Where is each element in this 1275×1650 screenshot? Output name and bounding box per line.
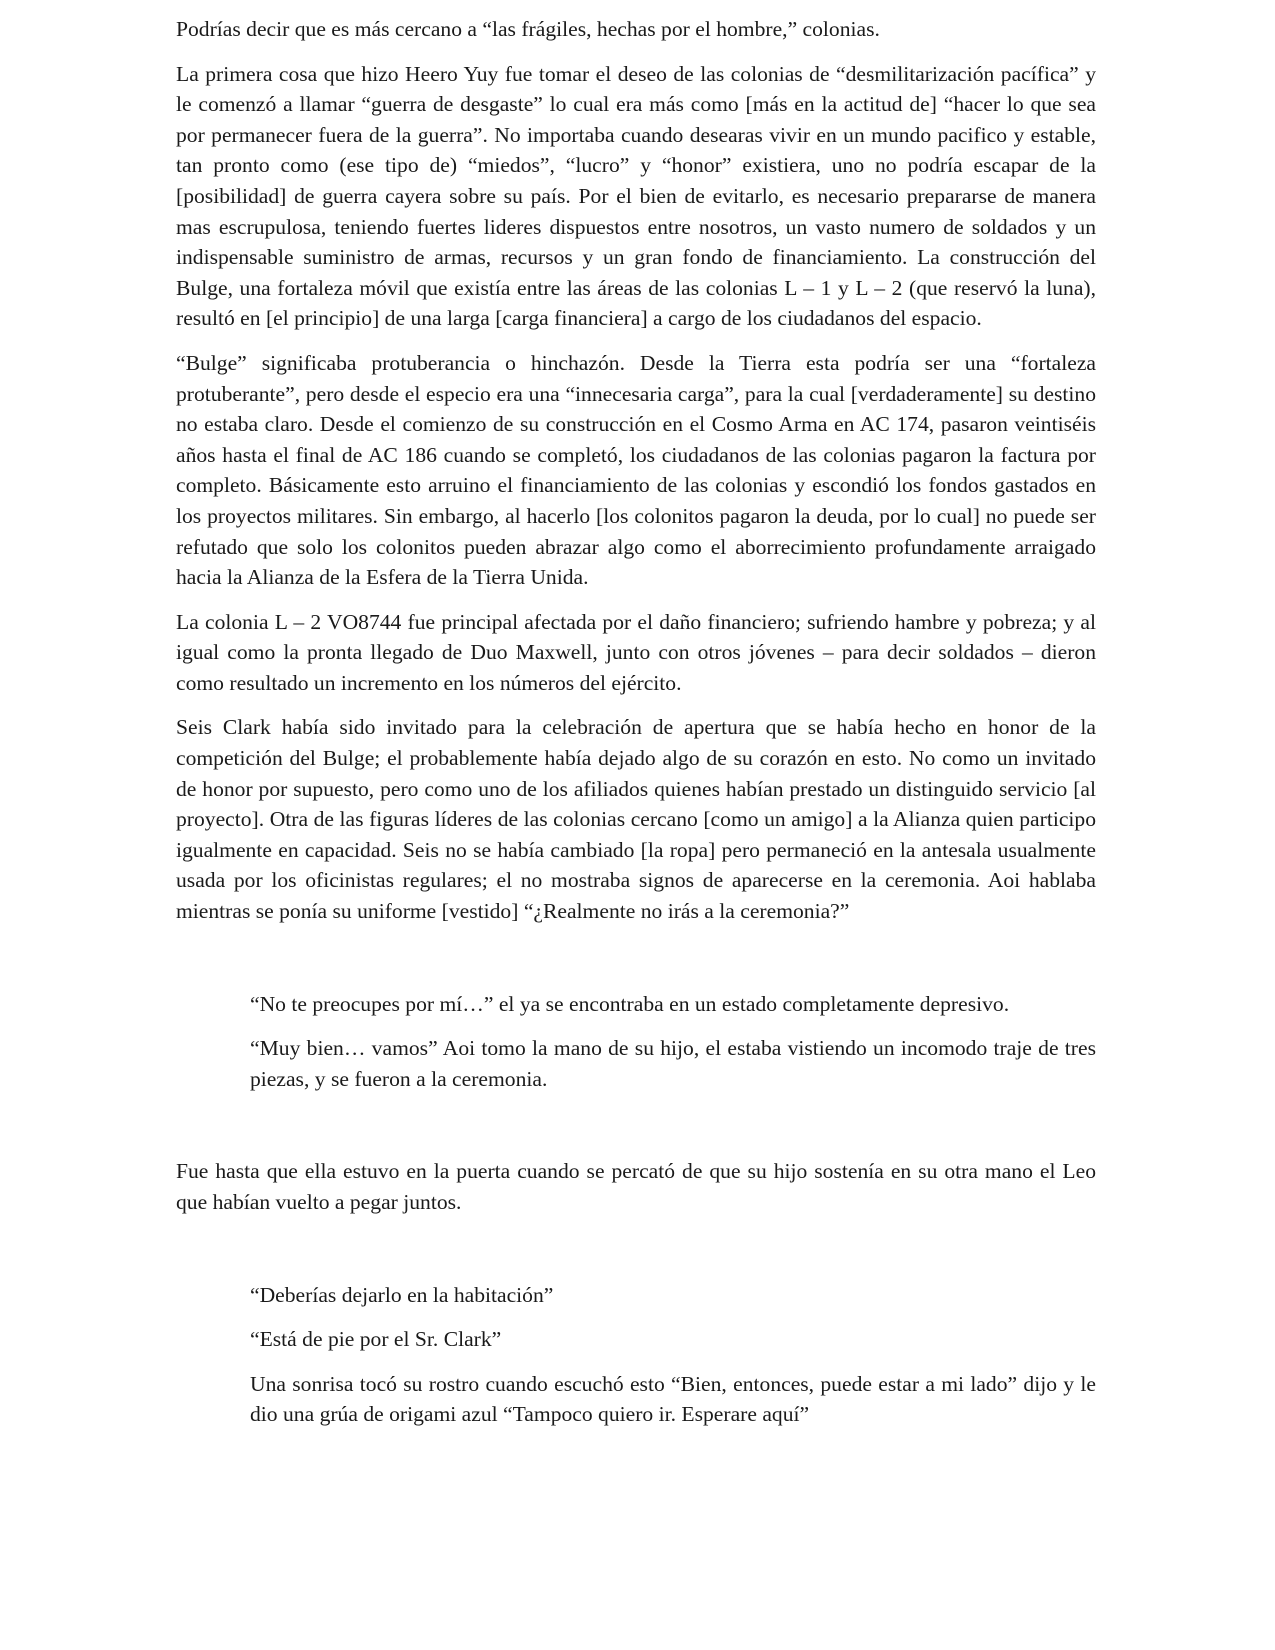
paragraph: Seis Clark había sido invitado para la celebración de apertura que se había hecho en honor de la competición del Bulge; el probablemente había dejado algo de su corazón en esto. No como un invitado de honor por supuesto, pero como uno de los afiliados quienes habían prestado un distinguido servicio [al proyecto]. Otra de las figuras líderes de las colonias cercano [como un amigo] a la Alianza quien participo igualmente en capacidad. Seis no se había cambiado [la ropa] pero permaneció en la antesala usualmente usada por los oficinistas regulares; el no mostraba signos de aparecerse en la ceremonia. Aoi hablaba mientras se ponía su uniforme [vestido] “¿Realmente no irás a la ceremonia?” xyxy=(176,715,1096,924)
paragraph: Fue hasta que ella estuvo en la puerta cuando se percató de que su hijo sostenía en su otra mano el Leo que habían vuelto a pegar juntos. xyxy=(176,1159,1096,1214)
section-spacer xyxy=(176,1108,1096,1156)
dialogue-line: “Muy bien… vamos” Aoi tomo la mano de su hijo, el estaba vistiendo un incomodo traje de tres piezas, y se fueron a la ceremonia. xyxy=(250,1036,1096,1091)
section-spacer xyxy=(176,1232,1096,1280)
document-page xyxy=(176,14,1096,1444)
paragraph: Podrías decir que es más cercano a “las frágiles, hechas por el hombre,” colonias. xyxy=(176,17,880,41)
paragraph: La primera cosa que hizo Heero Yuy fue tomar el deseo de las colonias de “desmilitarización pacífica” y le comenzó a llamar “guerra de desgaste” lo cual era más como [más en la actitud de] “hacer lo que sea por permanecer fuera de la guerra”. No importaba cuando desearas vivir en un mundo pacifico y estable, tan pronto como (ese tipo de) “miedos”, “lucro” y “honor” existiera, uno no podría escapar de la [posibilidad] de guerra cayera sobre su país. Por el bien de evitarlo, es necesario prepararse de manera mas escrupulosa, teniendo fuertes lideres dispuestos entre nosotros, un vasto numero de soldados y un indispensable suministro de armas, recursos y un gran fondo de financiamiento. La construcción del Bulge, una fortaleza móvil que existía entre las áreas de las colonias L – 1 y L – 2 (que reservó la luna), resultó en [el principio] de una larga [carga financiera] a cargo de los ciudadanos del espacio. xyxy=(176,61,1096,331)
dialogue-line: “No te preocupes por mí…” el ya se encontraba en un estado completamente depresivo. xyxy=(250,991,1010,1016)
dialogue-line: “Está de pie por el Sr. Clark” xyxy=(250,1327,502,1352)
paragraph: “Bulge” significaba protuberancia o hinchazón. Desde la Tierra esta podría ser una “fortaleza protuberante”, pero desde el especio era una “innecesaria carga”, para la cual [verdaderamente] su destino no estaba claro. Desde el comienzo de su construcción en el Cosmo Arma en AC 174, pasaron veintiséis años hasta el final de AC 186 cuando se completó, los ciudadanos de las colonias pagaron la factura por completo. Básicamente esto arruino el financiamiento de las colonias y escondió los fondos gastados en los proyectos militares. Sin embargo, al hacerlo [los colonitos pagaron la deuda, por lo cual] no puede ser refutado que solo los colonitos pueden abrazar algo como el aborrecimiento profundamente arraigado hacia la Alianza de la Esfera de la Tierra Unida. xyxy=(176,350,1096,590)
dialogue-line: Una sonrisa tocó su rostro cuando escuchó esto “Bien, entonces, puede estar a mi lado” dijo y le dio una grúa de origami azul “Tampoco quiero ir. Esperare aquí” xyxy=(250,1371,1096,1427)
section-spacer xyxy=(176,941,1096,989)
dialogue-line: “Deberías dejarlo en la habitación” xyxy=(250,1282,554,1307)
paragraph: La colonia L – 2 VO8744 fue principal afectada por el daño financiero; sufriendo hambre y pobreza; y al igual como la pronta llegado de Duo Maxwell, junto con otros jóvenes – para decir soldados – dieron como resultado un incremento en los números del ejército. xyxy=(176,609,1096,695)
